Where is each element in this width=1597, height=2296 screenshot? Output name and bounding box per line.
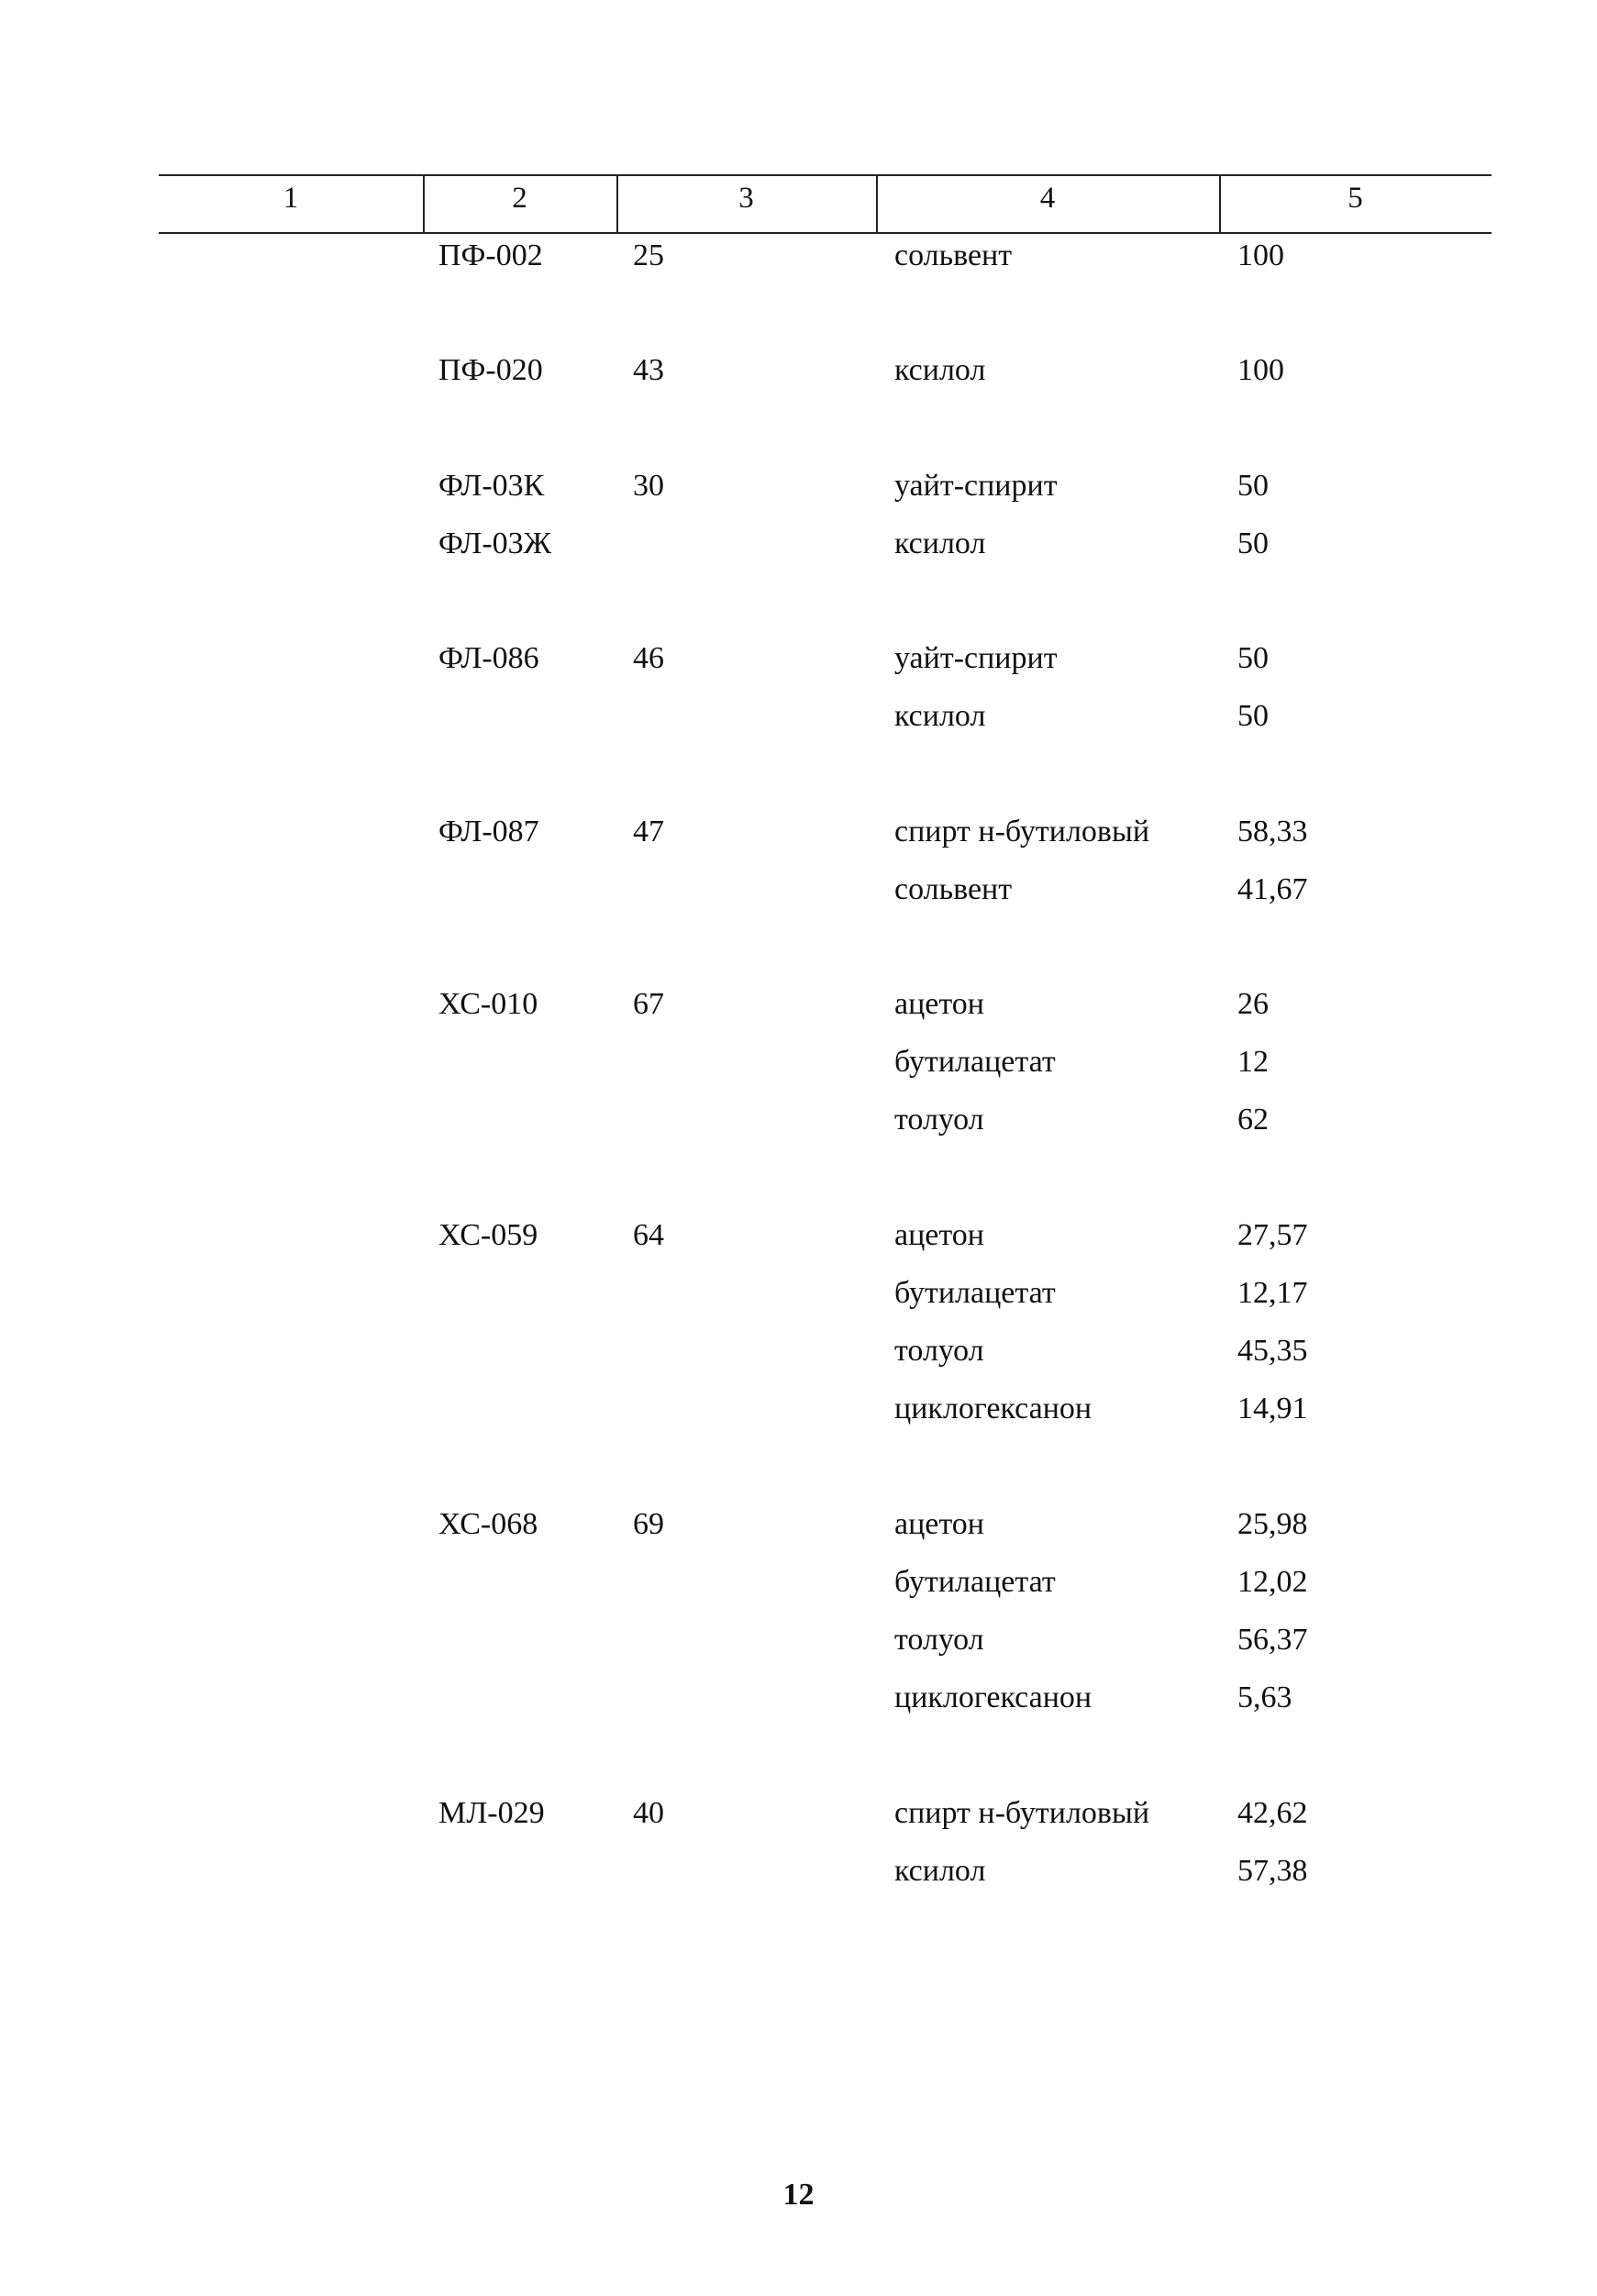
value-cell: 25 (633, 238, 664, 272)
solvent-name: спирт н-бутиловый (894, 1796, 1150, 1830)
grade-cell: ПФ-002 (438, 238, 543, 272)
solvent-share: 62 (1237, 1103, 1269, 1137)
solvent-share: 56,37 (1237, 1623, 1308, 1657)
grade-cell: ФЛ-086 (438, 641, 539, 675)
solvent-share: 12,17 (1237, 1276, 1308, 1310)
grade-cell: ХС-010 (438, 987, 538, 1021)
solvent-share: 25,98 (1237, 1507, 1308, 1541)
solvent-name: ксилол (894, 527, 986, 560)
value-cell: 69 (633, 1507, 664, 1541)
grade-cell: ФЛ-087 (438, 815, 539, 849)
solvent-share: 5,63 (1237, 1680, 1292, 1714)
grade-cell: ФЛ-03К (438, 469, 545, 503)
value-cell: 47 (633, 815, 664, 849)
solvent-share: 12 (1237, 1045, 1269, 1079)
solvent-name: ацетон (894, 1507, 984, 1541)
solvent-share: 42,62 (1237, 1796, 1308, 1830)
grade-cell: ПФ-020 (438, 353, 543, 387)
solvent-name: ацетон (894, 1218, 984, 1252)
value-cell: 30 (633, 469, 664, 503)
solvent-share: 50 (1237, 641, 1269, 675)
solvent-name: ксилол (894, 699, 986, 733)
solvent-share: 50 (1237, 527, 1269, 560)
solvent-name: сольвент (894, 872, 1013, 906)
solvent-share: 50 (1237, 469, 1269, 503)
solvent-share: 50 (1237, 699, 1269, 733)
value-cell: 67 (633, 987, 664, 1021)
value-cell: 40 (633, 1796, 664, 1830)
grade-cell: МЛ-029 (438, 1796, 545, 1830)
solvent-share: 58,33 (1237, 815, 1308, 849)
solvent-name: циклогексанон (894, 1392, 1092, 1425)
solvent-share: 45,35 (1237, 1334, 1308, 1368)
grade-cell: ХС-059 (438, 1218, 538, 1252)
solvent-name: ацетон (894, 987, 984, 1021)
solvent-share: 14,91 (1237, 1392, 1308, 1425)
value-cell: 46 (633, 641, 664, 675)
solvent-share: 100 (1237, 238, 1284, 272)
solvent-share: 26 (1237, 987, 1269, 1021)
column-header: 4 (1039, 182, 1056, 215)
solvent-share: 100 (1237, 353, 1284, 387)
solvent-name: толуол (894, 1623, 984, 1657)
solvent-name: сольвент (894, 238, 1013, 272)
solvent-name: толуол (894, 1103, 984, 1137)
solvent-name: уайт-спирит (894, 469, 1058, 503)
value-cell: 43 (633, 353, 664, 387)
solvent-name: ксилол (894, 1854, 986, 1888)
column-header: 5 (1347, 182, 1363, 215)
solvent-name: уайт-спирит (894, 641, 1058, 675)
grade-cell: ФЛ-03Ж (438, 527, 552, 560)
page-number: 12 (782, 2178, 815, 2212)
value-cell: 64 (633, 1218, 664, 1252)
solvent-share: 27,57 (1237, 1218, 1308, 1252)
solvent-name: толуол (894, 1334, 984, 1368)
solvent-share: 57,38 (1237, 1854, 1308, 1888)
solvent-name: циклогексанон (894, 1680, 1092, 1714)
header-bottom-rule (159, 232, 1492, 234)
solvent-name: спирт н-бутиловый (894, 815, 1150, 849)
column-header: 3 (738, 182, 754, 215)
column-header: 2 (512, 182, 527, 215)
grade-cell: ХС-068 (438, 1507, 538, 1541)
solvent-share: 12,02 (1237, 1565, 1308, 1599)
solvent-name: бутилацетат (894, 1045, 1056, 1079)
solvent-share: 41,67 (1237, 872, 1308, 906)
solvent-name: бутилацетат (894, 1276, 1056, 1310)
column-header: 1 (283, 182, 299, 215)
solvent-name: бутилацетат (894, 1565, 1056, 1599)
solvent-name: ксилол (894, 353, 986, 387)
